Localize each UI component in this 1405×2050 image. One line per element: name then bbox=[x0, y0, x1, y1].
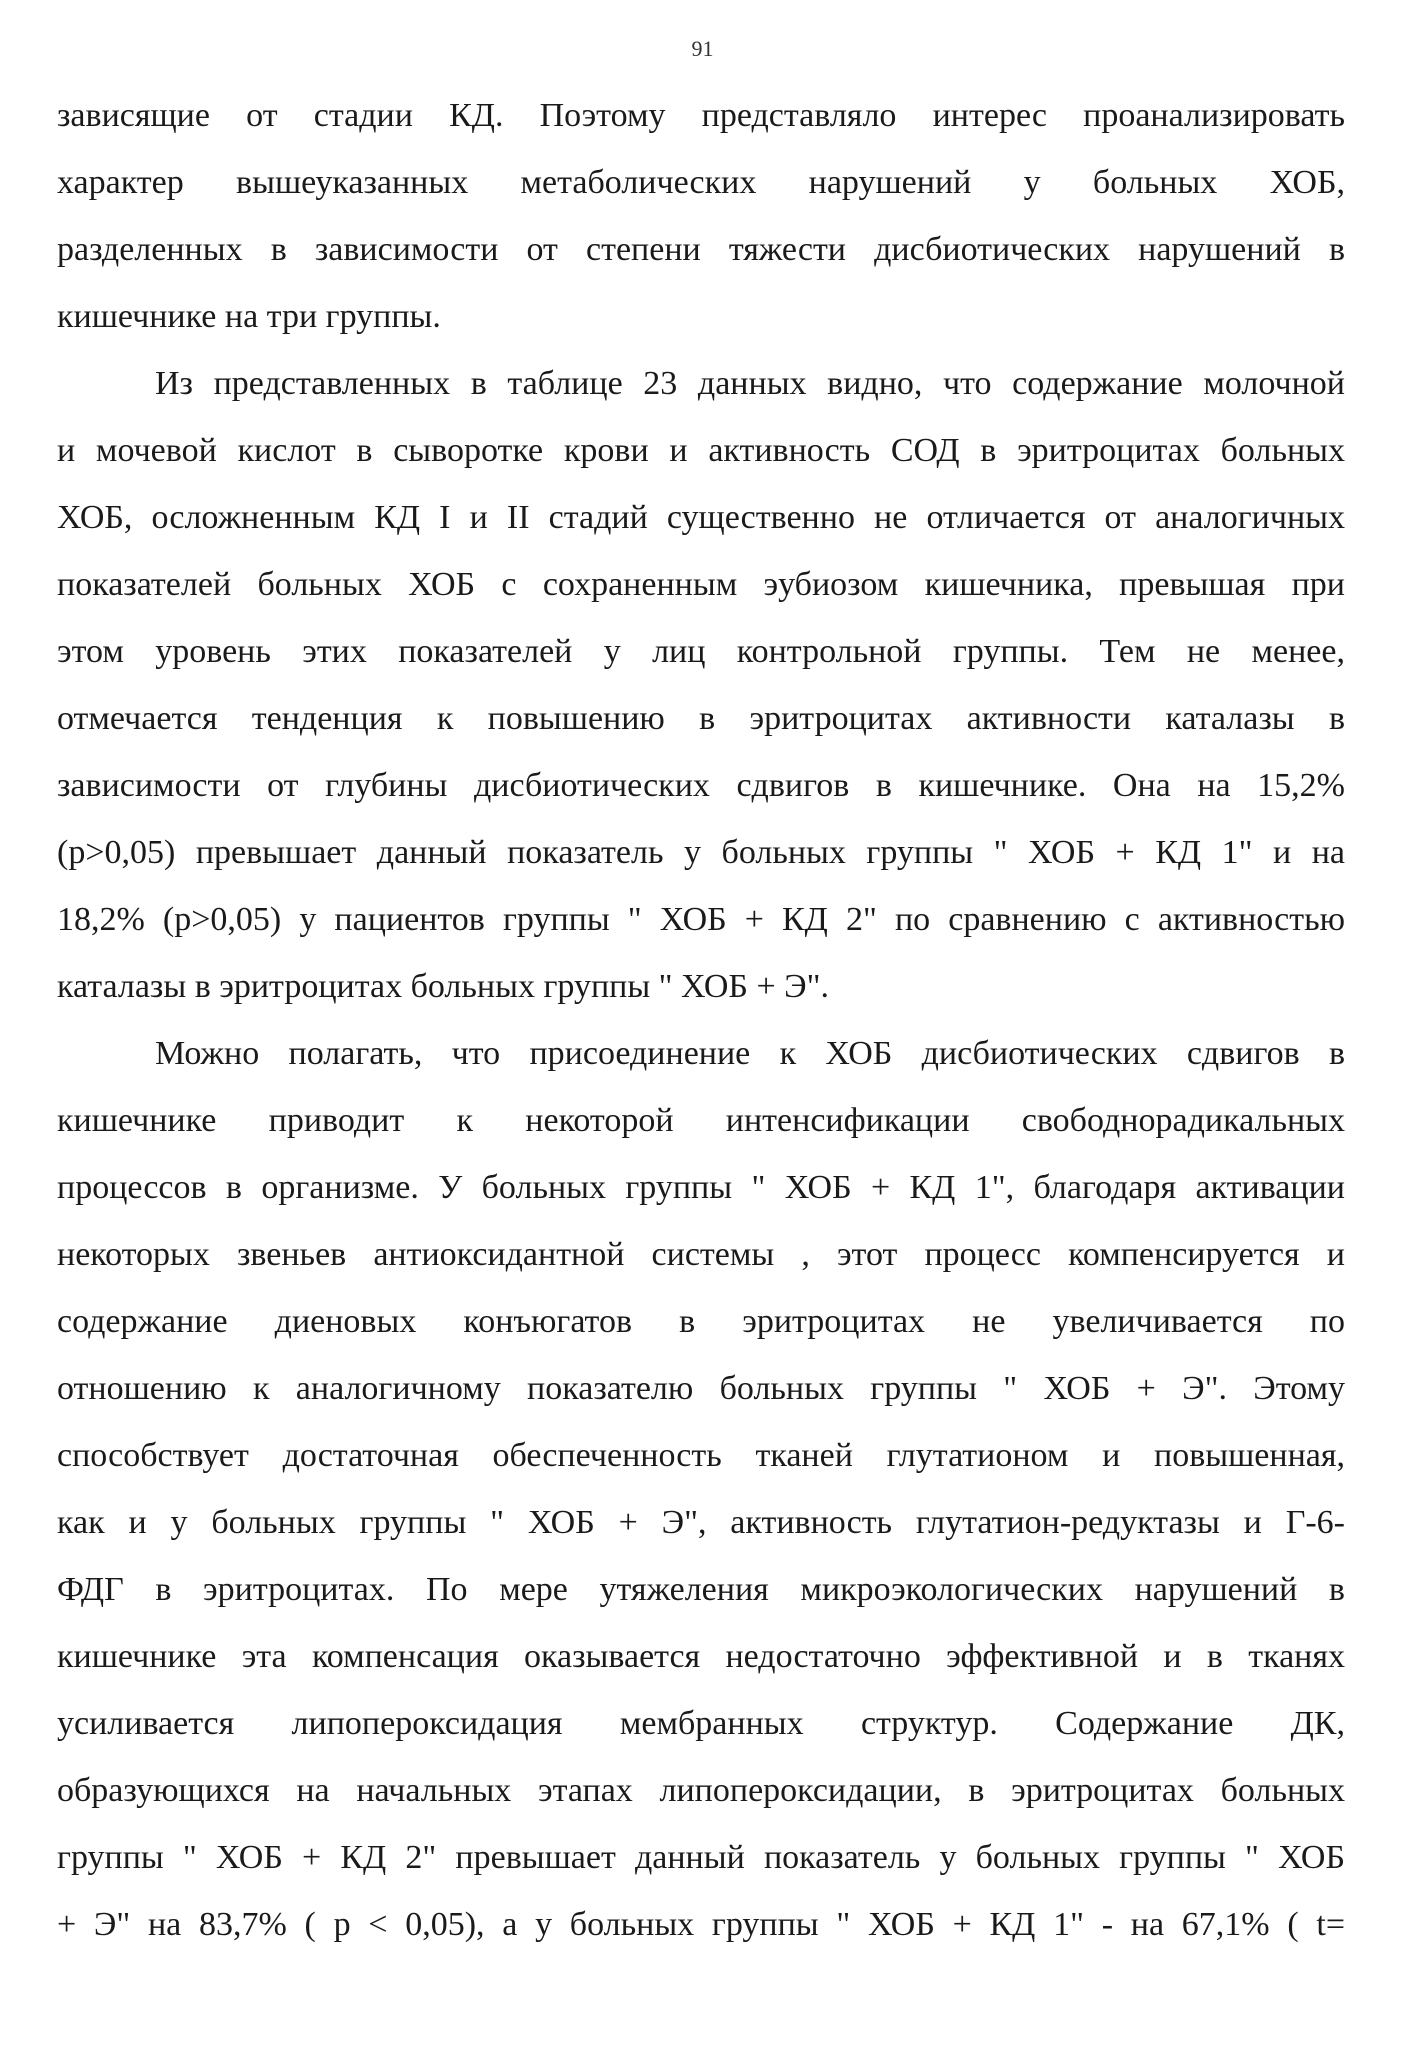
text-line: кишечнике приводит к некоторой интенсификации свободнорадикальных bbox=[57, 1102, 1345, 1139]
text-line: зависящие от стадии КД. Поэтому представляло интерес проанализировать bbox=[57, 97, 1345, 134]
text-line: ХОБ, осложненным КД I и II стадий существенно не отличается от аналогичных bbox=[57, 499, 1345, 536]
text-line: 18,2% (p>0,05) у пациентов группы " ХОБ + КД 2" по сравнению с активностью bbox=[57, 901, 1345, 938]
text-line: образующихся на начальных этапах липопероксидации, в эритроцитах больных bbox=[57, 1772, 1345, 1809]
text-line: этом уровень этих показателей у лиц контрольной группы. Тем не менее, bbox=[57, 633, 1345, 670]
text-line: ФДГ в эритроцитах. По мере утяжеления микроэкологических нарушений в bbox=[57, 1571, 1345, 1608]
text-line: отношению к аналогичному показателю больных группы " ХОБ + Э". Этому bbox=[57, 1370, 1345, 1407]
text-line: процессов в организме. У больных группы " ХОБ + КД 1", благодаря активации bbox=[57, 1169, 1345, 1206]
text-line: некоторых звеньев антиоксидантной системы , этот процесс компенсируется и bbox=[57, 1236, 1345, 1273]
text-line: кишечнике эта компенсация оказывается недостаточно эффективной и в тканях bbox=[57, 1638, 1345, 1675]
text-line: разделенных в зависимости от степени тяжести дисбиотических нарушений в bbox=[57, 231, 1345, 268]
text-line: показателей больных ХОБ с сохраненным эубиозом кишечника, превышая при bbox=[57, 566, 1345, 603]
text-line: зависимости от глубины дисбиотических сдвигов в кишечнике. Она на 15,2% bbox=[57, 767, 1345, 804]
text-line: каталазы в эритроцитах больных группы " ХОБ + Э". bbox=[57, 968, 829, 1005]
text-line: способствует достаточная обеспеченность тканей глутатионом и повышенная, bbox=[57, 1437, 1345, 1474]
text-line: характер вышеуказанных метаболических нарушений у больных ХОБ, bbox=[57, 164, 1345, 201]
page-number: 91 bbox=[691, 36, 714, 61]
text-line: + Э" на 83,7% ( p < 0,05), а у больных группы " ХОБ + КД 1" - на 67,1% ( t= bbox=[57, 1906, 1345, 1943]
text-line: группы " ХОБ + КД 2" превышает данный показатель у больных группы " ХОБ bbox=[57, 1839, 1345, 1876]
text-line: содержание диеновых конъюгатов в эритроцитах не увеличивается по bbox=[57, 1303, 1345, 1340]
text-line: Из представленных в таблице 23 данных видно, что содержание молочной bbox=[155, 365, 1345, 402]
text-line: кишечнике на три группы. bbox=[57, 298, 441, 335]
text-line: и мочевой кислот в сыворотке крови и активность СОД в эритроцитах больных bbox=[57, 432, 1345, 469]
text-line: отмечается тенденция к повышению в эритроцитах активности каталазы в bbox=[57, 700, 1345, 737]
text-line: Можно полагать, что присоединение к ХОБ дисбиотических сдвигов в bbox=[155, 1035, 1345, 1072]
document-body bbox=[57, 90, 1345, 1966]
text-line: (p>0,05) превышает данный показатель у больных группы " ХОБ + КД 1" и на bbox=[57, 834, 1345, 871]
text-line: как и у больных группы " ХОБ + Э", активность глутатион-редуктазы и Г-6- bbox=[57, 1504, 1345, 1541]
text-line: усиливается липопероксидация мембранных структур. Содержание ДК, bbox=[57, 1705, 1345, 1742]
